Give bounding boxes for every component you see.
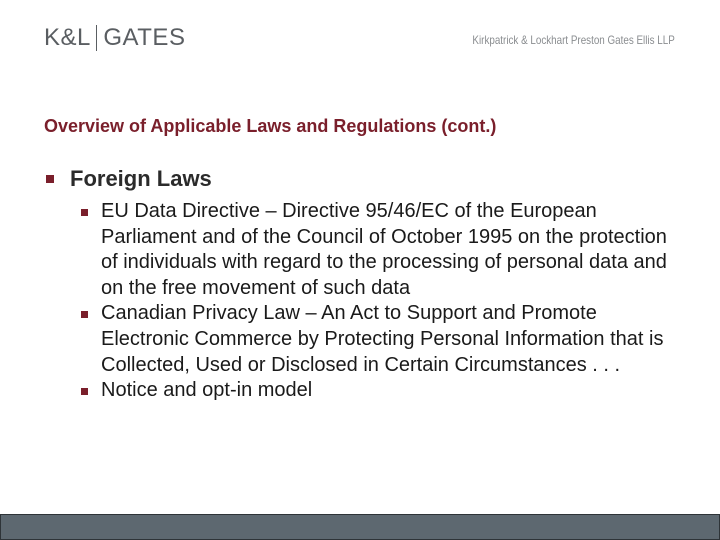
company-logo (44, 24, 185, 52)
main-bullet-text: Foreign Laws (70, 166, 212, 191)
firm-name: Kirkpatrick & Lockhart Preston Gates Ellis LLP (472, 33, 675, 47)
slide-title: Overview of Applicable Laws and Regulations (cont.) (44, 116, 497, 136)
square-bullet-icon (81, 209, 88, 216)
footer-bar (0, 514, 720, 540)
sub-bullet-item (79, 199, 669, 301)
logo-divider (96, 25, 98, 51)
sub-bullet-text: Canadian Privacy Law – An Act to Support and Promote Electronic Commerce by Protecting Personal Information that is Collected, Used or Disclosed in Certain Circumstances . . . (101, 302, 664, 376)
sub-bullet-item (79, 378, 669, 404)
sub-bullet-list (79, 199, 669, 404)
logo-left-text: K&L (44, 24, 91, 51)
sub-bullet-text: Notice and opt-in model (101, 379, 313, 402)
slide-header (0, 0, 720, 80)
square-bullet-icon (81, 388, 88, 395)
square-bullet-icon (46, 175, 54, 183)
sub-bullet-item (79, 301, 669, 378)
sub-bullet-text: EU Data Directive – Directive 95/46/EC of the European Parliament and of the Council of October 1995 on the protection of individuals with regard to the processing of personal data and on the free movement of such data (101, 200, 667, 299)
square-bullet-icon (81, 311, 88, 318)
logo-right-text: GATES (103, 24, 186, 51)
main-bullet (46, 166, 212, 192)
